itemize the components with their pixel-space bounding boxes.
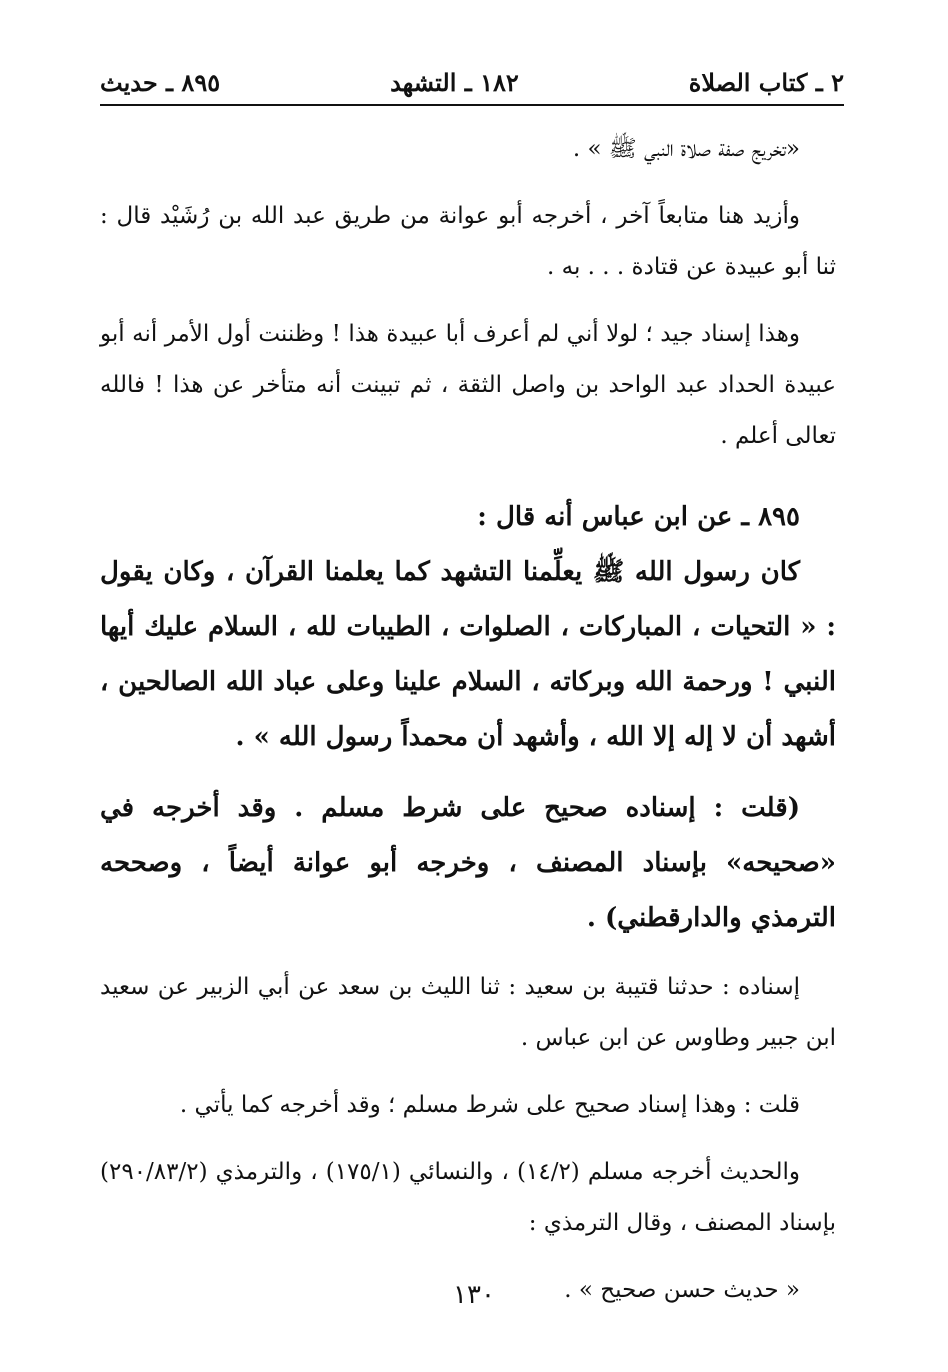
header-divider (100, 104, 844, 106)
page-number: ١٣٠ (453, 1280, 495, 1310)
paragraph-isnad-chain: إسناده : حدثنا قتيبة بن سعيد : ثنا الليث بن سعد عن أبي الزبير عن سعيد ابن جبير وطاوس عن ابن عباس . (100, 974, 836, 1051)
header-hadith-number: ٨٩٥ ـ حديث (100, 67, 221, 97)
page-body (100, 124, 836, 1316)
paragraph-tirmidhi-quote: « حديث حسن صحيح » . (564, 1277, 800, 1303)
paragraph-mutabi: وأزيد هنا متابعاً آخر ، أخرجه أبو عوانة من طريق عبد الله بن رُشَيْد قال : ثنا أبو عبيدة عن قتادة . . . به . (100, 203, 836, 280)
paragraph-grading: (قلت : إسناده صحيح على شرط مسلم . وقد أخرجه في «صحيحه» بإسناد المصنف ، وخرجه أبو عوانة أيضاً ، وصححه الترمذي والدارقطني) . (100, 793, 836, 933)
hadith-text: كان رسول الله ﷺ يعلِّمنا التشهد كما يعلمنا القرآن ، وكان يقول : « التحيات ، المباركات ، الصلوات ، الطيبات لله ، السلام عليك أيها النبي ! ورحمة الله وبركاته ، السلام علينا وعلى عباد الله الصالحين ، أشهد أن لا إله إلا الله ، وأشهد أن محمداً رسول الله » . (100, 557, 836, 752)
paragraph-isnad-note: وهذا إسناد جيد ؛ لولا أني لم أعرف أبا عبيدة هذا ! وظننت أول الأمر أنه أبو عبيدة الحداد عبد الواحد بن واصل الثقة ، ثم تبينت أنه متأخر عن هذا ! فالله تعالى أعلم . (100, 321, 836, 449)
paragraph-takhrij-ref: «تخريج صفة صلاة النبي ﷺ » . (572, 136, 800, 162)
header-book-title: ٢ ـ كتاب الصلاة (688, 67, 844, 97)
hadith-heading: ٨٩٥ ـ عن ابن عباس أنه قال : (477, 502, 800, 532)
paragraph-qultu: قلت : وهذا إسناد صحيح على شرط مسلم ؛ وقد أخرجه كما يأتي . (179, 1092, 800, 1118)
paragraph-takhrij: والحديث أخرجه مسلم (١٤/٢) ، والنسائي (١٧٥/١) ، والترمذي (٢٩٠/٨٣/٢) بإسناد المصنف ، وقال الترمذي : (100, 1159, 836, 1236)
header-chapter-title: ١٨٢ ـ التشهد (390, 67, 519, 97)
running-header (100, 62, 844, 102)
